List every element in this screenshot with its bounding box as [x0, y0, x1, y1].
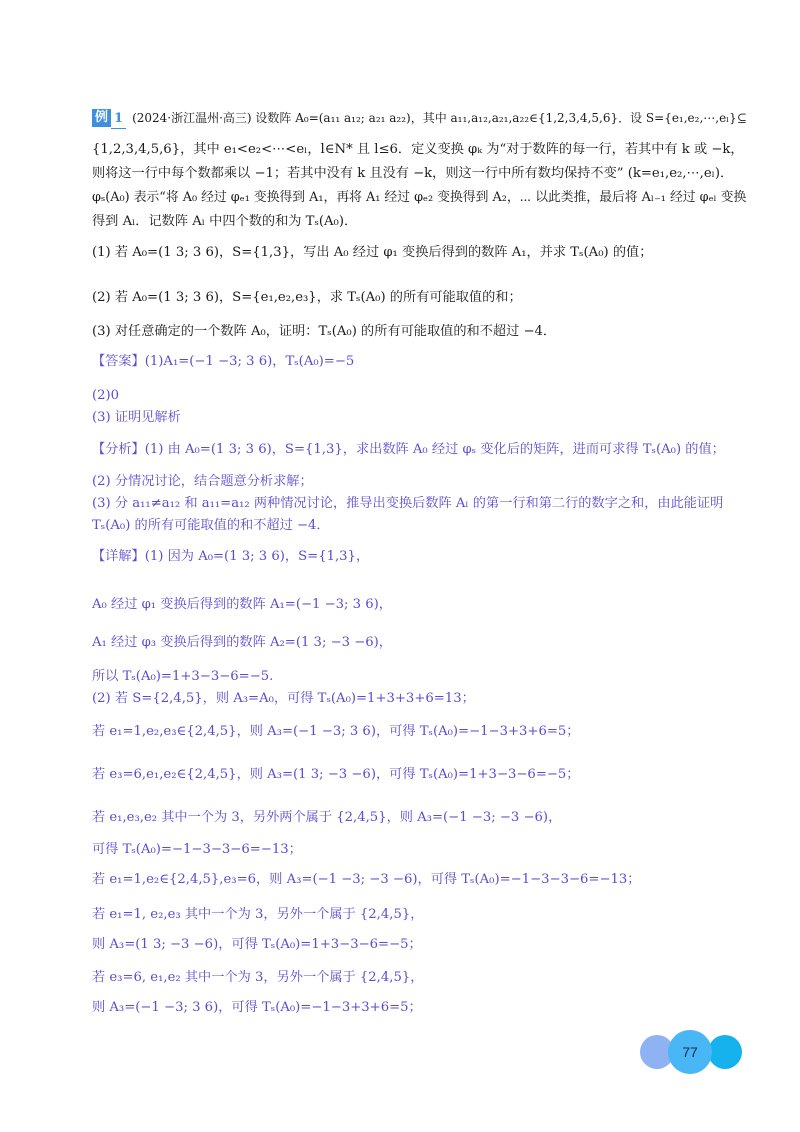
- detail-line-4: 所以 Tₛ(A₀)=1+3−3−6=−5.: [92, 669, 274, 684]
- detail-line-8: 若 e₁,e₃,e₂ 其中一个为 3，另外两个属于 {2,4,5}，则 A₃=(−1 −3; −3 −6)，: [92, 810, 562, 825]
- example-number: 1: [111, 110, 126, 129]
- problem-line-3: 则将这一行中每个数都乘以 −1；若其中没有 k 且没有 −k，则这一行中所有数均保持不变” (k=e₁,e₂,⋯,eₗ)．: [92, 166, 734, 181]
- question-2: (2) 若 A₀=(1 3; 3 6)，S={e₁,e₂,e₃}，求 Tₛ(A₀) 的所有可能取值的和；: [92, 290, 522, 305]
- answer-2: (2)0: [92, 388, 120, 403]
- problem-line-5: 得到 Aₗ．记数阵 Aₗ 中四个数的和为 Tₛ(A₀)．: [92, 214, 358, 229]
- answer-3: (3) 证明见解析: [92, 410, 181, 425]
- detail-line-1: 【详解】(1) 因为 A₀=(1 3; 3 6)，S={1,3}，: [92, 549, 370, 564]
- detail-line-2: A₀ 经过 φ₁ 变换后得到的数阵 A₁=(−1 −3; 3 6)，: [92, 597, 392, 612]
- analysis-line-1: 【分析】(1) 由 A₀=(1 3; 3 6)，S={1,3}，求出数阵 A₀ 经过 φₛ 变化后的矩阵，进而可求得 Tₛ(A₀) 的值；: [92, 442, 725, 457]
- problem-line-1: [92, 108, 752, 129]
- problem-line-2: {1,2,3,4,5,6}，其中 e₁<e₂<⋯<eₗ，l∈N* 且 l≤6．定义变换 φₖ 为“对于数阵的每一行，若其中有 k 或 −k，: [92, 142, 744, 157]
- detail-line-12: 则 A₃=(1 3; −3 −6)，可得 Tₛ(A₀)=1+3−3−6=−5；: [92, 937, 422, 952]
- page-badge-right-circle: [708, 1035, 742, 1069]
- analysis-line-3: (3) 分 a₁₁≠a₁₂ 和 a₁₁=a₁₂ 两种情况讨论，推导出变换后数阵 Aₗ 的第一行和第二行的数字之和，由此能证明: [92, 496, 724, 511]
- detail-line-5: (2) 若 S={2,4,5}，则 A₃=A₀，可得 Tₛ(A₀)=1+3+3+6=13；: [92, 691, 475, 706]
- detail-line-9: 可得 Tₛ(A₀)=−1−3−3−6=−13；: [92, 842, 302, 857]
- detail-line-10: 若 e₁=1,e₂∈{2,4,5},e₃=6，则 A₃=(−1 −3; −3 −6)，可得 Tₛ(A₀)=−1−3−3−6=−13；: [92, 872, 641, 887]
- question-1: (1) 若 A₀=(1 3; 3 6)，S={1,3}，写出 A₀ 经过 φ₁ 变换后得到的数阵 A₁，并求 Tₛ(A₀) 的值；: [92, 245, 653, 260]
- detail-line-3: A₁ 经过 φ₃ 变换后得到的数阵 A₂=(1 3; −3 −6)，: [92, 635, 392, 650]
- answer-line: 【答案】(1)A₁=(−1 −3; 3 6)，Tₛ(A₀)=−5: [92, 354, 355, 369]
- example-tag: 例: [92, 109, 111, 127]
- detail-line-11: 若 e₁=1, e₂,e₃ 其中一个为 3，另外一个属于 {2,4,5}，: [92, 907, 424, 922]
- detail-line-7: 若 e₃=6,e₁,e₂∈{2,4,5}，则 A₃=(1 3; −3 −6)，可得 Tₛ(A₀)=1+3−3−6=−5；: [92, 767, 580, 782]
- detail-line-6: 若 e₁=1,e₂,e₃∈{2,4,5}，则 A₃=(−1 −3; 3 6)，可得 Tₛ(A₀)=−1−3+3+6=5；: [92, 724, 580, 739]
- analysis-line-2: (2) 分情况讨论，结合题意分析求解；: [92, 474, 313, 489]
- problem-text: (2024·浙江温州·高三) 设数阵 A₀=(a₁₁ a₁₂; a₂₁ a₂₂)，其中 a₁₁,a₁₂,a₂₁,a₂₂∈{1,2,3,4,5,6}．设 S={e₁,e₂,⋯,eₗ}⊆: [132, 111, 747, 125]
- page-number: 77: [682, 1044, 698, 1060]
- detail-line-13: 若 e₃=6, e₁,e₂ 其中一个为 3，另外一个属于 {2,4,5}，: [92, 970, 424, 985]
- problem-line-4: φₛ(A₀) 表示“将 A₀ 经过 φₑ₁ 变换得到 A₁，再将 A₁ 经过 φₑ₂ 变换得到 A₂，⋯ 以此类推，最后将 Aₗ₋₁ 经过 φₑₗ 变换: [92, 190, 747, 205]
- detail-line-14: 则 A₃=(−1 −3; 3 6)，可得 Tₛ(A₀)=−1−3+3+6=5；: [92, 1000, 422, 1015]
- analysis-line-4: Tₛ(A₀) 的所有可能取值的和不超过 −4．: [92, 518, 330, 533]
- question-3: (3) 对任意确定的一个数阵 A₀，证明：Tₛ(A₀) 的所有可能取值的和不超过 −4．: [92, 324, 557, 339]
